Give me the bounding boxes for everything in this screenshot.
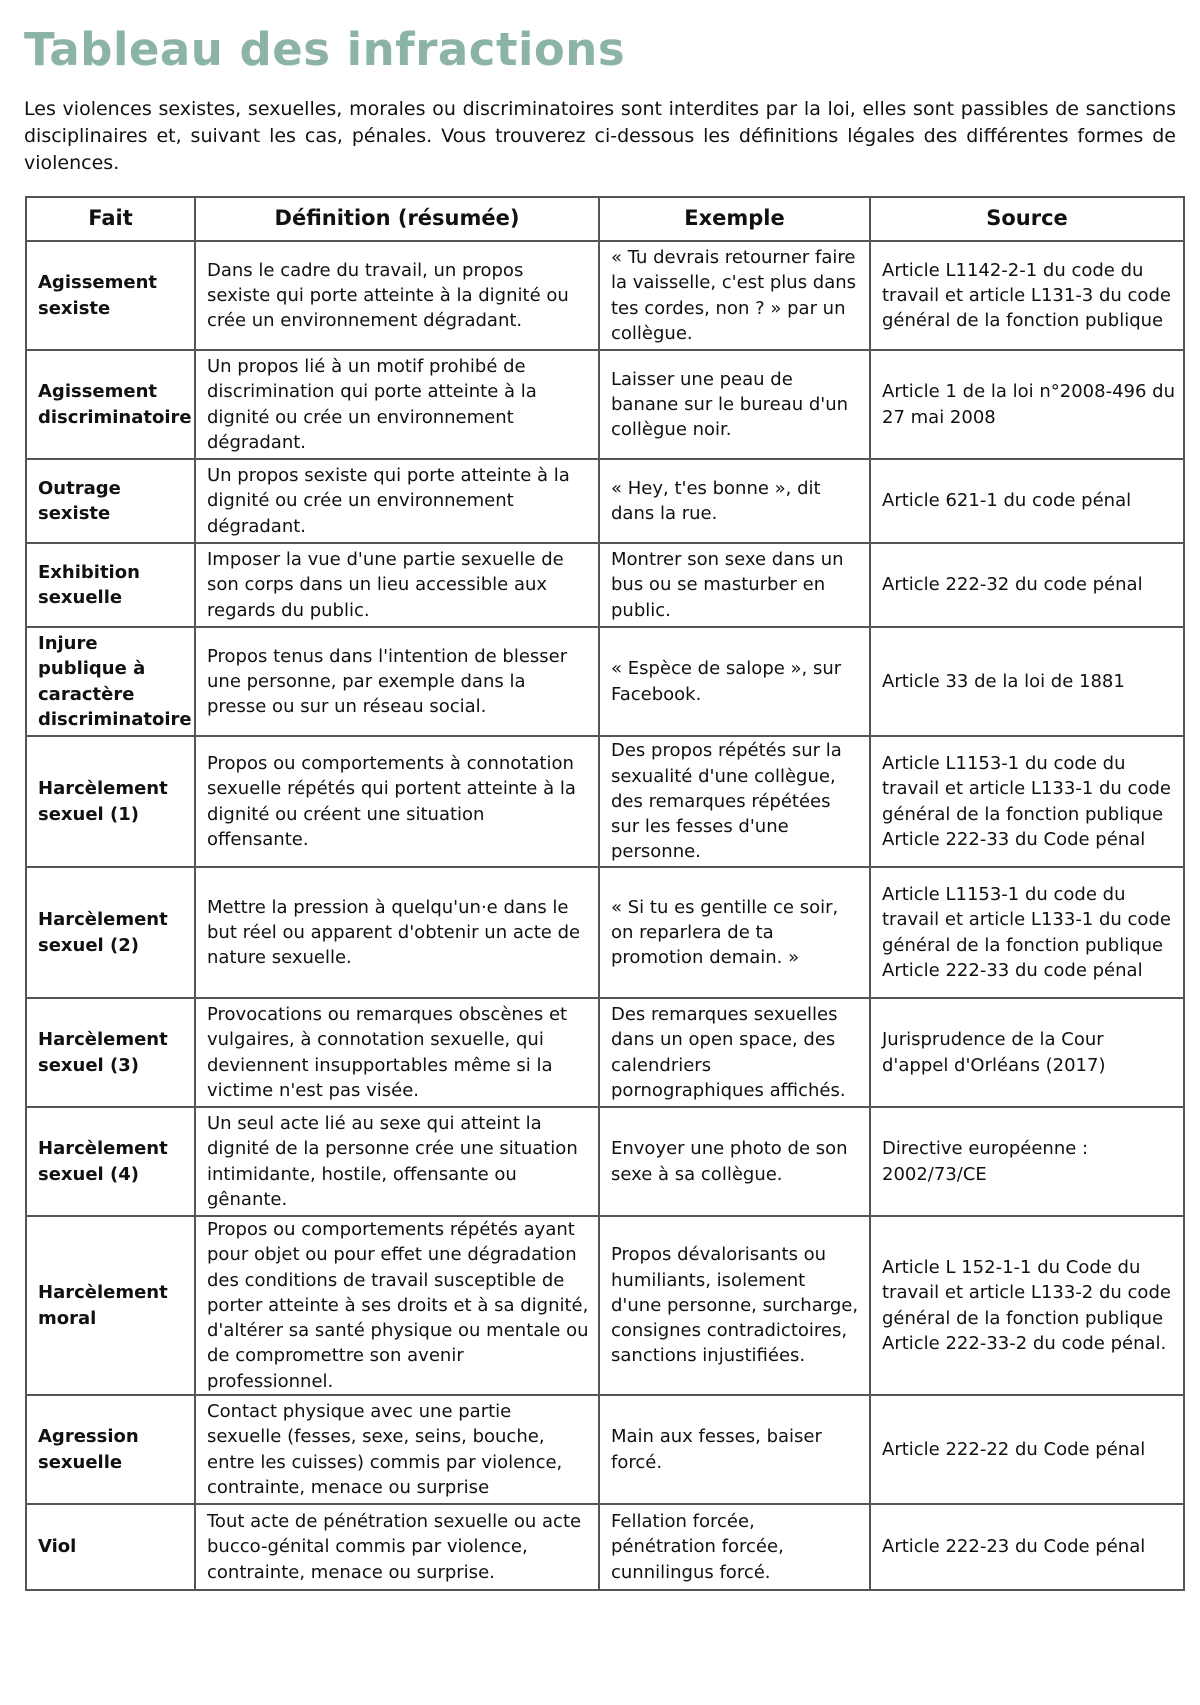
cell-exemple: Envoyer une photo de son sexe à sa collègue. [599,1107,870,1216]
cell-definition: Mettre la pression à quelqu'un·e dans le but réel ou apparent d'obtenir un acte de nature sexuelle. [195,867,599,998]
table-row [26,998,1184,1107]
cell-exemple: Des remarques sexuelles dans un open space, des calendriers pornographiques affichés. [599,998,870,1107]
cell-fait: Exhibition sexuelle [26,543,195,627]
table-row [26,627,1184,736]
table-row [26,1107,1184,1216]
header-source: Source [870,197,1184,241]
cell-fait: Harcèlement sexuel (2) [26,867,195,998]
cell-definition: Un seul acte lié au sexe qui atteint la dignité de la personne crée une situation intimidante, hostile, offensante ou gênante. [195,1107,599,1216]
intro-paragraph: Les violences sexistes, sexuelles, morales ou discriminatoires sont interdites par la loi, elles sont passibles de sanctions disciplinaires et, suivant les cas, pénales. Vous trouverez ci-dessous les définitions légales des différentes formes de violences. [24,98,1176,174]
cell-exemple: « Espèce de salope », sur Facebook. [599,627,870,736]
cell-fait: Outrage sexiste [26,459,195,543]
header-exemple: Exemple [599,197,870,241]
cell-fait: Harcèlement sexuel (4) [26,1107,195,1216]
cell-definition: Un propos lié à un motif prohibé de discrimination qui porte atteinte à la dignité ou crée un environnement dégradant. [195,350,599,459]
infractions-table [25,196,1185,1591]
cell-definition: Contact physique avec une partie sexuelle (fesses, sexe, seins, bouche, entre les cuisses) commis par violence, contrainte, menace ou surprise [195,1395,599,1504]
cell-definition: Provocations ou remarques obscènes et vulgaires, à connotation sexuelle, qui deviennent insupportables même si la victime n'est pas visée. [195,998,599,1107]
cell-source: Article L 152-1-1 du Code du travail et article L133-2 du code général de la fonction publique Article 222-33-2 du code pénal. [870,1216,1184,1395]
table-row [26,543,1184,627]
table-row [26,1504,1184,1590]
header-fait: Fait [26,197,195,241]
cell-exemple: « Hey, t'es bonne », dit dans la rue. [599,459,870,543]
cell-fait: Injure publique à caractère discriminatoire [26,627,195,736]
table-row [26,1216,1184,1395]
cell-fait: Harcèlement sexuel (1) [26,736,195,867]
cell-source: Article L1142-2-1 du code du travail et article L131-3 du code général de la fonction publique [870,241,1184,350]
cell-fait: Agissement discriminatoire [26,350,195,459]
table-body [26,241,1184,1590]
cell-source: Article 33 de la loi de 1881 [870,627,1184,736]
cell-exemple: Des propos répétés sur la sexualité d'une collègue, des remarques répétées sur les fesses d'une personne. [599,736,870,867]
table-row [26,867,1184,998]
cell-exemple: Propos dévalorisants ou humiliants, isolement d'une personne, surcharge, consignes contradictoires, sanctions injustifiées. [599,1216,870,1395]
cell-source: Article 1 de la loi n°2008-496 du 27 mai 2008 [870,350,1184,459]
cell-exemple: « Tu devrais retourner faire la vaisselle, c'est plus dans tes cordes, non ? » par un collègue. [599,241,870,350]
cell-exemple: Laisser une peau de banane sur le bureau d'un collègue noir. [599,350,870,459]
page-title: Tableau des infractions [24,23,626,76]
cell-fait: Agissement sexiste [26,241,195,350]
table-header-row [26,197,1184,241]
cell-definition: Un propos sexiste qui porte atteinte à la dignité ou crée un environnement dégradant. [195,459,599,543]
cell-definition: Propos ou comportements à connotation sexuelle répétés qui portent atteinte à la dignité ou créent une situation offensante. [195,736,599,867]
cell-definition: Imposer la vue d'une partie sexuelle de son corps dans un lieu accessible aux regards du public. [195,543,599,627]
cell-definition: Dans le cadre du travail, un propos sexiste qui porte atteinte à la dignité ou crée un environnement dégradant. [195,241,599,350]
table-row [26,350,1184,459]
cell-definition: Propos tenus dans l'intention de blesser une personne, par exemple dans la presse ou sur un réseau social. [195,627,599,736]
cell-source: Article L1153-1 du code du travail et article L133-1 du code général de la fonction publique Article 222-33 du Code pénal [870,736,1184,867]
cell-source: Article 222-32 du code pénal [870,543,1184,627]
cell-fait: Viol [26,1504,195,1590]
cell-fait: Agression sexuelle [26,1395,195,1504]
cell-exemple: « Si tu es gentille ce soir, on reparlera de ta promotion demain. » [599,867,870,998]
cell-source: Article L1153-1 du code du travail et article L133-1 du code général de la fonction publique Article 222-33 du code pénal [870,867,1184,998]
table-row [26,1395,1184,1504]
cell-exemple: Fellation forcée, pénétration forcée, cunnilingus forcé. [599,1504,870,1590]
cell-definition: Propos ou comportements répétés ayant pour objet ou pour effet une dégradation des conditions de travail susceptible de porter atteinte à ses droits et à sa dignité, d'altérer sa santé physique ou mentale ou de compromettre son avenir professionnel. [195,1216,599,1395]
cell-definition: Tout acte de pénétration sexuelle ou acte bucco-génital commis par violence, contrainte, menace ou surprise. [195,1504,599,1590]
table-row [26,736,1184,867]
cell-source: Article 222-23 du Code pénal [870,1504,1184,1590]
header-definition: Définition (résumée) [195,197,599,241]
cell-fait: Harcèlement sexuel (3) [26,998,195,1107]
table-row [26,241,1184,350]
cell-source: Article 222-22 du Code pénal [870,1395,1184,1504]
cell-exemple: Main aux fesses, baiser forcé. [599,1395,870,1504]
cell-exemple: Montrer son sexe dans un bus ou se masturber en public. [599,543,870,627]
cell-source: Jurisprudence de la Cour d'appel d'Orléans (2017) [870,998,1184,1107]
cell-source: Directive européenne : 2002/73/CE [870,1107,1184,1216]
cell-fait: Harcèlement moral [26,1216,195,1395]
cell-source: Article 621-1 du code pénal [870,459,1184,543]
table-row [26,459,1184,543]
